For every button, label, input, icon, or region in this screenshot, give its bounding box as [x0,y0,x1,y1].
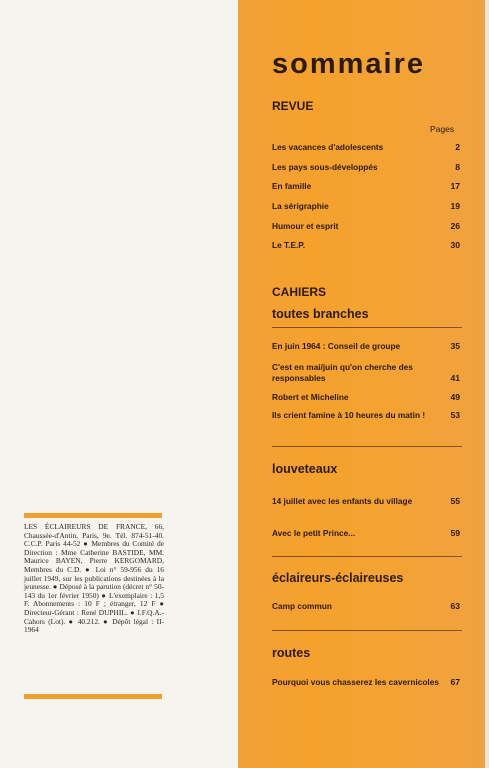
section-revue-heading: REVUE [272,99,314,113]
section-divider [272,630,462,631]
toc-entry-page: 8 [455,162,460,172]
toc-entry[interactable] [272,181,460,192]
toc-entry-title: Avec le petit Prince... [272,528,356,538]
toc-entry[interactable] [272,221,460,232]
toc-entry-page: 17 [450,181,460,191]
toc-entry-page: 41 [450,373,460,383]
toc-entry[interactable] [272,142,460,153]
toc-entry-page: 19 [450,201,460,211]
toc-entry-title: Les pays sous-développés [272,162,378,172]
toc-entry[interactable] [272,240,460,251]
toc-entry-page: 2 [455,142,460,152]
imprint-bottom-rule [24,694,162,699]
toc-entry-title: Les vacances d'adolescents [272,142,384,152]
subsection-louveteaux-heading: louveteaux [272,462,338,476]
toc-entry-title: Camp commun [272,601,332,611]
toc-entry-title: Robert et Micheline [272,392,349,402]
subsection-routes-heading: routes [272,646,311,660]
toc-entry-title: Le T.E.P. [272,240,306,250]
toc-entry-title: En juin 1964 : Conseil de groupe [272,341,401,351]
toc-entry-title: Pourquoi vous chasserez les cavernicoles [272,677,439,687]
section-cahiers-heading: CAHIERS [272,285,327,299]
toc-entry[interactable] [272,410,460,421]
section-divider [272,327,462,328]
toc-entry[interactable] [272,677,460,688]
toc-entry-page: 35 [450,341,460,351]
subsection-toutes-branches-heading: toutes branches [272,307,369,321]
contents-panel [238,0,485,768]
toc-entry-title: En famille [272,181,312,191]
subsection-eclaireurs-heading: éclaireurs-éclaireuses [272,571,404,585]
toc-entry[interactable] [272,528,460,539]
toc-entry-page: 30 [450,240,460,250]
toc-entry[interactable] [272,362,460,384]
toc-entry-title: Ils crient famine à 10 heures du matin ! [272,410,426,420]
toc-entry[interactable] [272,392,460,403]
page-edge [485,0,489,768]
section-divider [272,446,462,447]
left-panel [0,0,238,768]
toc-entry-title: La sérigraphie [272,201,329,211]
toc-entry-title: Humour et esprit [272,221,339,231]
toc-entry-page: 59 [450,528,460,538]
imprint-text: LES ÉCLAIREURS DE FRANCE, 66, Chaussée-d'Antin, Paris, 9e. Tél. 874-51-40. C.C.P. Paris 44-52 ● Membres du Comité de Direction : Mme Catherine BASTIDE, MM. Maurice BAYEN, Pierre KERGOMARD, Membres du C.D. ● Loi n° 59-956 du 16 juillet 1949, sur les publications destinées à la jeunesse. ● Déposé à la parution (décret n° 50-143 du 1er février 1950) ● L'exemplaire : 1,5 F. Abonnements : 10 F ; étranger, 12 F ● Directeur-Gérant : René DUPHIL. ● I.F.Q.A.-Cahors (Lot). ● 40.212. ● Dépôt légal : II-1964 [24,522,164,635]
toc-entry[interactable] [272,201,460,212]
imprint-top-rule [24,513,162,518]
toc-entry[interactable] [272,162,460,173]
pages-column-label: Pages [430,124,455,134]
toc-entry-title: 14 juillet avec les enfants du village [272,496,413,506]
toc-entry[interactable] [272,496,460,507]
toc-entry[interactable] [272,601,460,612]
toc-entry-page: 63 [450,601,460,611]
toc-entry-page: 26 [450,221,460,231]
toc-entry-page: 55 [450,496,460,506]
toc-entry-page: 49 [450,392,460,402]
toc-entry[interactable] [272,341,460,352]
toc-entry-page: 67 [450,677,460,687]
page-title: sommaire [272,48,426,80]
toc-entry-page: 53 [450,410,460,420]
toc-entry-title: C'est en mai/juin qu'on cherche des responsables [272,362,413,383]
section-divider [272,556,462,557]
